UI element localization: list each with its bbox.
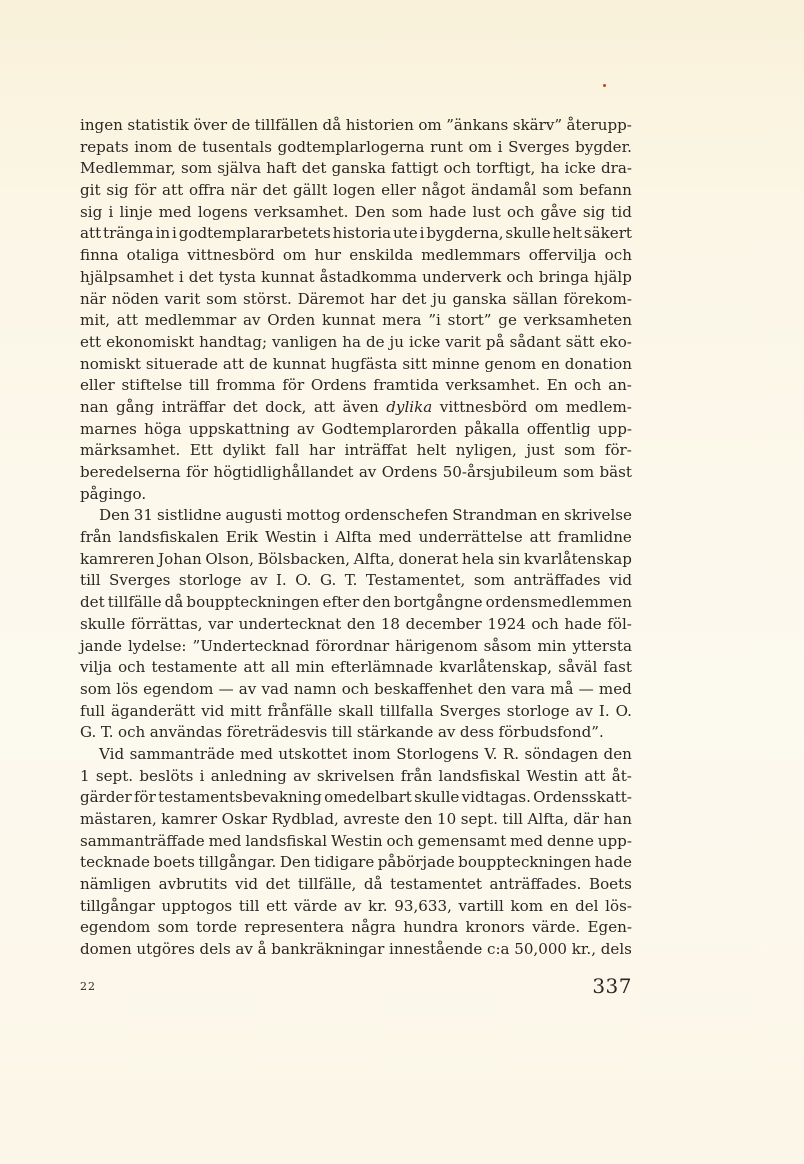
text-line: 1 sept. beslöts i anledning av skrivelsen från landsfiskal Westin att åt- bbox=[80, 766, 632, 785]
text-line: skulle förrättas, var undertecknat den 18 december 1924 och hade föl- bbox=[80, 614, 632, 633]
printer-signature-mark: 22 bbox=[80, 980, 96, 993]
text-line: pågingo. bbox=[80, 484, 147, 503]
text-line: domen utgöres dels av å bankräkningar innestående c:a 50,000 kr., dels bbox=[80, 940, 632, 959]
text-line: Vid sammanträde med utskottet inom Storlogens V. R. söndagen den bbox=[99, 744, 632, 763]
text-line: finna otaliga vittnesbörd om hur enskilda medlemmars offervilja och bbox=[80, 246, 632, 265]
text-line: gärder för testamentsbevakning omedelbart skulle vidtagas. Ordensskatt- bbox=[80, 788, 632, 807]
text-line: tecknade boets tillgångar. Den tidigare påbörjade bouppteckningen hade bbox=[80, 853, 632, 872]
text-line: vilja och testamente att all min efterlämnade kvarlåtenskap, såväl fast bbox=[80, 658, 632, 677]
text-line: marnes höga uppskattning av Godtemplarorden påkalla offentlig upp- bbox=[80, 419, 632, 438]
text-line: Medlemmar, som själva haft det ganska fattigt och torftigt, ha icke dra- bbox=[80, 159, 632, 178]
body-text bbox=[80, 115, 632, 961]
text-line: eller stiftelse till fromma för Ordens framtida verksamhet. En och an- bbox=[80, 376, 632, 395]
text-line: att tränga in i godtemplararbetets historia ute i bygderna, skulle helt säkert bbox=[80, 224, 632, 243]
text-line: ett ekonomiskt handtag; vanligen ha de ju icke varit på sådant sätt eko- bbox=[80, 332, 632, 351]
text-line: Den 31 sistlidne augusti mottog ordenschefen Strandman en skrivelse bbox=[99, 506, 632, 525]
text-line: som lös egendom — av vad namn och beskaffenhet den vara må — med bbox=[80, 679, 632, 698]
text-line: nomiskt situerade att de kunnat hugfästa sitt minne genom en donation bbox=[80, 354, 632, 373]
text-line: full äganderätt vid mitt frånfälle skall tillfalla Sverges storloge av I. O. bbox=[80, 701, 632, 720]
text-line: märksamhet. Ett dylikt fall har inträffat helt nyligen, just som för- bbox=[80, 441, 632, 460]
text-line: hjälpsamhet i det tysta kunnat åstadkomma underverk och bringa hjälp bbox=[80, 267, 632, 286]
text-line: när nöden varit som störst. Däremot har det ju ganska sällan förekom- bbox=[80, 289, 632, 308]
text-line: nan gång inträffar det dock, att även dylika vittnesbörd om medlem- bbox=[80, 397, 632, 416]
text-line: sammanträffade med landsfiskal Westin och gemensamt med denne upp- bbox=[80, 831, 632, 850]
ink-speck bbox=[603, 84, 606, 87]
text-line: jande lydelse: ”Undertecknad förordnar härigenom såsom min yttersta bbox=[80, 636, 632, 655]
text-line: git sig för att offra när det gällt logen eller något ändamål som befann bbox=[80, 181, 632, 200]
text-line: egendom som torde representera några hundra kronors värde. Egen- bbox=[80, 918, 632, 937]
text-line: ingen statistik över de tillfällen då historien om ”änkans skärv” återupp- bbox=[80, 116, 632, 134]
text-line: till Sverges storloge av I. O. G. T. Testamentet, som anträffades vid bbox=[80, 571, 632, 590]
text-line: tillgångar upptogos till ett värde av kr. 93,633, vartill kom en del lös- bbox=[80, 896, 632, 915]
text-line: det tillfälle då bouppteckningen efter den bortgångne ordensmedlemmen bbox=[80, 593, 632, 612]
text-line: mästaren, kamrer Oskar Rydblad, avreste den 10 sept. till Alfta, där han bbox=[80, 810, 632, 828]
text-line: sig i linje med logens verksamhet. Den som hade lust och gåve sig tid bbox=[80, 202, 632, 221]
text-line: beredelserna för högtidlighållandet av Ordens 50-årsjubileum som bäst bbox=[80, 463, 632, 481]
text-line: från landsfiskalen Erik Westin i Alfta med underrättelse att framlidne bbox=[80, 528, 632, 547]
text-line: nämligen avbrutits vid det tillfälle, då testamentet anträffades. Boets bbox=[80, 875, 632, 894]
page-number: 337 bbox=[592, 974, 632, 998]
text-line: G. T. och användas företrädesvis till stärkande av dess förbudsfond”. bbox=[80, 723, 604, 742]
text-line: repats inom de tusentals godtemplarlogerna runt om i Sverges bygder. bbox=[80, 137, 632, 156]
text-line: mit, att medlemmar av Orden kunnat mera ”i stort” ge verksamheten bbox=[80, 311, 632, 330]
text-line: kamreren Johan Olson, Bölsbacken, Alfta, donerat hela sin kvarlåtenskap bbox=[80, 549, 632, 568]
